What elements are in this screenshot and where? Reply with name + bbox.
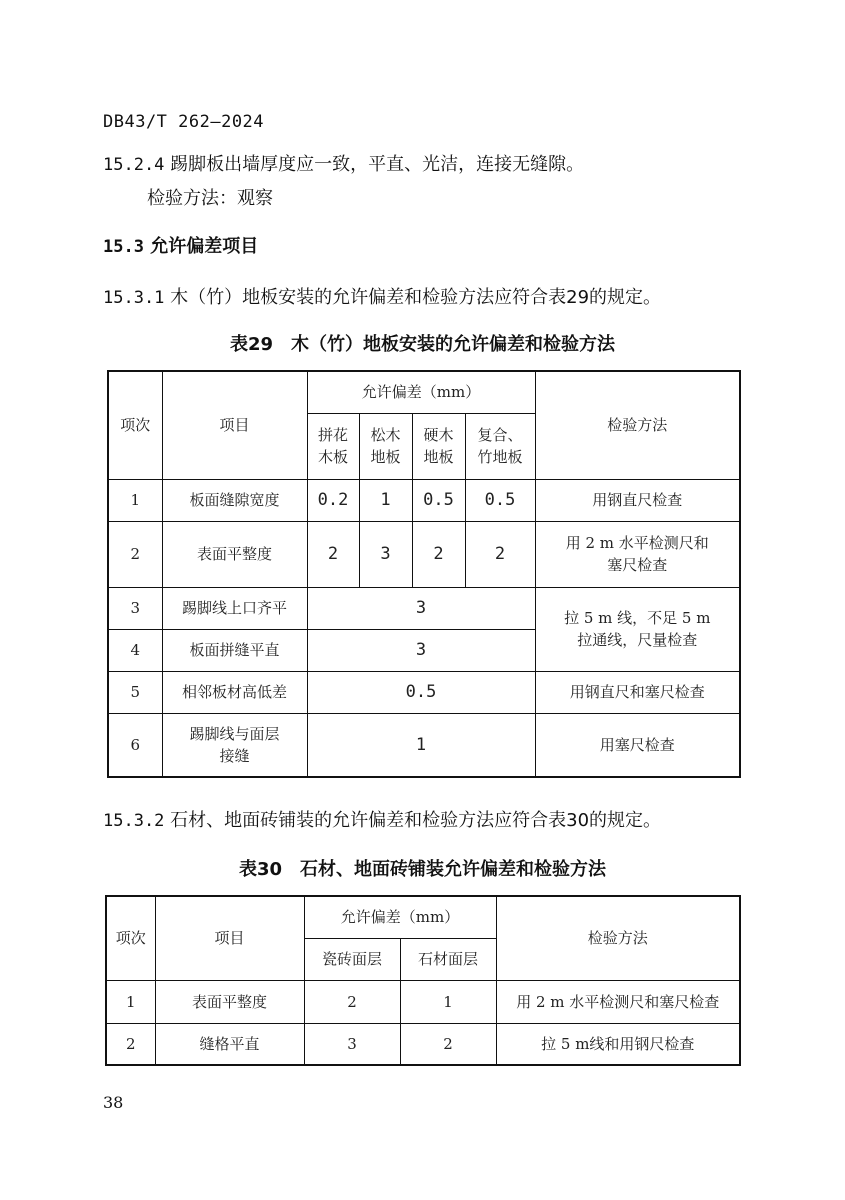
table-row — [108, 479, 740, 521]
table-30-caption: 表30 石材、地面砖铺装允许偏差和检验方法 — [238, 859, 607, 880]
row-index: 6 — [108, 713, 162, 777]
header-method: 检验方法 — [535, 371, 740, 479]
row-index: 5 — [108, 671, 162, 713]
row-method: 用钢直尺检查 — [535, 479, 740, 521]
table-29-caption: 表29 木（竹）地板安装的允许偏差和检验方法 — [229, 334, 616, 355]
row-item: 板面缝隙宽度 — [162, 479, 307, 521]
row-index: 2 — [106, 1023, 155, 1065]
row-item: 踢脚线上口齐平 — [162, 587, 307, 629]
row-item: 踢脚线与面层 接缝 — [162, 713, 307, 777]
header-index: 项次 — [108, 371, 162, 479]
row-method: 用 2 m 水平检测尺和 塞尺检查 — [535, 521, 740, 587]
row-value: 2 — [304, 980, 400, 1023]
subheader-composite: 复合、 竹地板 — [465, 413, 535, 479]
clause-15-2-4 — [103, 150, 584, 176]
row-value: 2 — [412, 521, 465, 587]
table-row — [106, 980, 740, 1023]
row-method: 拉 5 m 线，不足 5 m 拉通线，尺量检查 — [535, 587, 740, 671]
row-item: 缝格平直 — [155, 1023, 304, 1065]
row-method: 拉 5 m线和用钢尺检查 — [496, 1023, 740, 1065]
clause-text: 踢脚板出墙厚度应一致，平直、光洁，连接无缝隙。 — [170, 154, 585, 175]
table-row — [108, 713, 740, 777]
row-value: 3 — [359, 521, 412, 587]
row-index: 1 — [106, 980, 155, 1023]
subheader-stone: 石材面层 — [400, 938, 496, 980]
row-item: 表面平整度 — [162, 521, 307, 587]
page-number: 38 — [103, 1093, 124, 1112]
row-value: 3 — [307, 629, 535, 671]
row-value: 2 — [465, 521, 535, 587]
clause-number: 15.2.4 — [103, 155, 165, 175]
clause-number: 15.3.2 — [103, 811, 165, 831]
header-item: 项目 — [162, 371, 307, 479]
row-value: 1 — [359, 479, 412, 521]
clause-text: 木（竹）地板安装的允许偏差和检验方法应符合表29的规定。 — [170, 287, 662, 308]
table-row — [108, 587, 740, 629]
row-item: 相邻板材高低差 — [162, 671, 307, 713]
section-title: 允许偏差项目 — [150, 236, 259, 257]
row-value: 2 — [400, 1023, 496, 1065]
row-value: 2 — [307, 521, 359, 587]
row-index: 3 — [108, 587, 162, 629]
row-value: 0.2 — [307, 479, 359, 521]
row-index: 1 — [108, 479, 162, 521]
row-method: 用 2 m 水平检测尺和塞尺检查 — [496, 980, 740, 1023]
row-value: 0.5 — [412, 479, 465, 521]
header-tolerance: 允许偏差（mm） — [307, 371, 535, 413]
table-row — [108, 521, 740, 587]
subheader-parquet: 拼花 木板 — [307, 413, 359, 479]
subheader-hardwood: 硬木 地板 — [412, 413, 465, 479]
subheader-tile: 瓷砖面层 — [304, 938, 400, 980]
clause-text: 石材、地面砖铺装的允许偏差和检验方法应符合表30的规定。 — [170, 810, 662, 831]
row-value: 1 — [307, 713, 535, 777]
row-index: 2 — [108, 521, 162, 587]
header-item: 项目 — [155, 896, 304, 980]
row-value: 0.5 — [465, 479, 535, 521]
clause-15-3-1 — [103, 283, 661, 309]
row-value: 0.5 — [307, 671, 535, 713]
row-value: 3 — [304, 1023, 400, 1065]
table-row — [106, 1023, 740, 1065]
header-index: 项次 — [106, 896, 155, 980]
row-item: 板面拼缝平直 — [162, 629, 307, 671]
clause-number: 15.3.1 — [103, 288, 165, 308]
inspection-method-note: 检验方法：观察 — [147, 188, 273, 209]
row-value: 1 — [400, 980, 496, 1023]
row-item: 表面平整度 — [155, 980, 304, 1023]
row-method: 用塞尺检查 — [535, 713, 740, 777]
section-heading-15-3 — [103, 232, 258, 258]
document-id: DB43/T 262—2024 — [103, 112, 265, 132]
header-tolerance: 允许偏差（mm） — [304, 896, 496, 938]
row-index: 4 — [108, 629, 162, 671]
table-29 — [107, 370, 741, 778]
subheader-pine: 松木 地板 — [359, 413, 412, 479]
row-value: 3 — [307, 587, 535, 629]
row-method: 用钢直尺和塞尺检查 — [535, 671, 740, 713]
table-30 — [105, 895, 741, 1066]
section-number: 15.3 — [103, 237, 144, 257]
table-row — [108, 671, 740, 713]
header-method: 检验方法 — [496, 896, 740, 980]
clause-15-3-2 — [103, 806, 661, 832]
